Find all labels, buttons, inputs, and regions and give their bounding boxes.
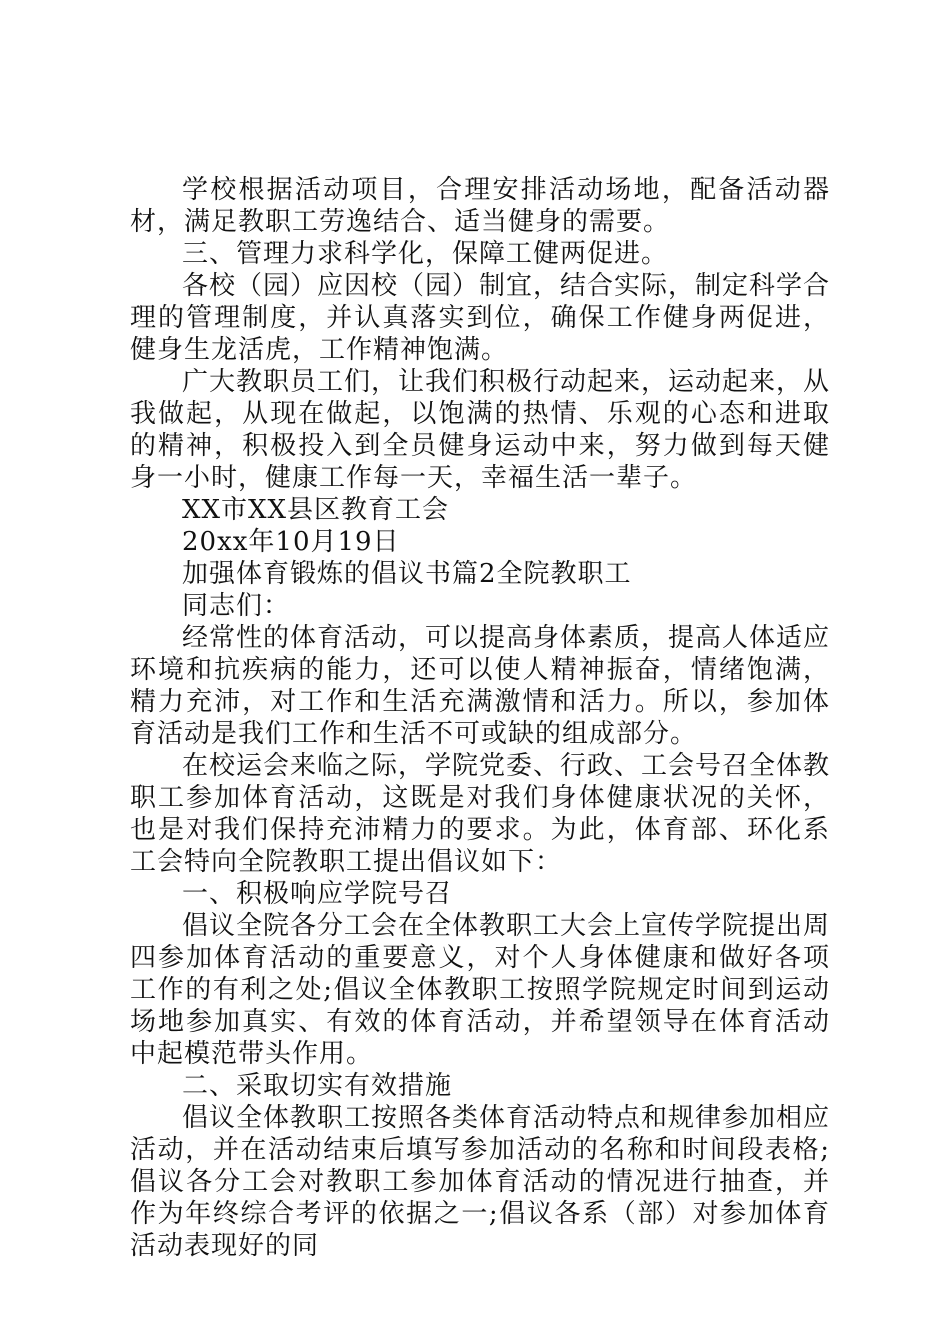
- heading-measures: 二、采取切实有效措施: [182, 1071, 453, 1101]
- paragraph-management: 各校（园）应因校（园）制宜，结合实际，制定科学合理的管理制度，并认真落实到位，确保工作健身两促进，健身生龙活虎，工作精神饱满。: [130, 271, 831, 365]
- signature-date: 20xx年10月19日: [182, 527, 400, 557]
- heading-respond: 一、积极响应学院号召: [182, 879, 453, 909]
- article-2-title: 加强体育锻炼的倡议书篇2全院教职工: [182, 559, 632, 589]
- paragraph-facilities: 学校根据活动项目，合理安排活动场地，配备活动器材，满足教职工劳逸结合、适当健身的需要。: [130, 175, 830, 237]
- heading-management: 三、管理力求科学化，保障工健两促进。: [182, 239, 669, 269]
- salutation: 同志们：: [182, 591, 291, 621]
- signature-organization: XX市XX县区教育工会: [182, 495, 450, 525]
- paragraph-occasion: 在校运会来临之际，学院党委、行政、工会号召全体教职工参加体育活动，这既是对我们身体健康状况的关怀，也是对我们保持充沛精力的要求。为此，体育部、环化系工会特向全院教职工提出倡议如下：: [130, 751, 831, 877]
- paragraph-call-to-action: 广大教职员工们，让我们积极行动起来，运动起来，从我做起，从现在做起，以饱满的热情、乐观的心态和进取的精神，积极投入到全员健身运动中来，努力做到每天健身一小时，健康工作每一天，幸福生活一辈子。: [130, 367, 831, 493]
- paragraph-measures: 倡议全体教职工按照各类体育活动特点和规律参加相应活动，并在活动结束后填写参加活动的名称和时间段表格;倡议各分工会对教职工参加体育活动的情况进行抽查，并作为年终综合考评的依据之一;倡议各系（部）对参加体育活动表现好的同: [130, 1103, 831, 1261]
- paragraph-benefits: 经常性的体育活动，可以提高身体素质，提高人体适应环境和抗疾病的能力，还可以使人精神振奋，情绪饱满，精力充沛，对工作和生活充满激情和活力。所以，参加体育活动是我们工作和生活不可或缺的组成部分。: [130, 623, 831, 749]
- paragraph-respond: 倡议全院各分工会在全体教职工大会上宣传学院提出周四参加体育活动的重要意义，对个人身体健康和做好各项工作的有利之处;倡议全体教职工按照学院规定时间到运动场地参加真实、有效的体育活动，并希望领导在体育活动中起模范带头作用。: [130, 911, 831, 1069]
- document-body: [130, 174, 830, 1262]
